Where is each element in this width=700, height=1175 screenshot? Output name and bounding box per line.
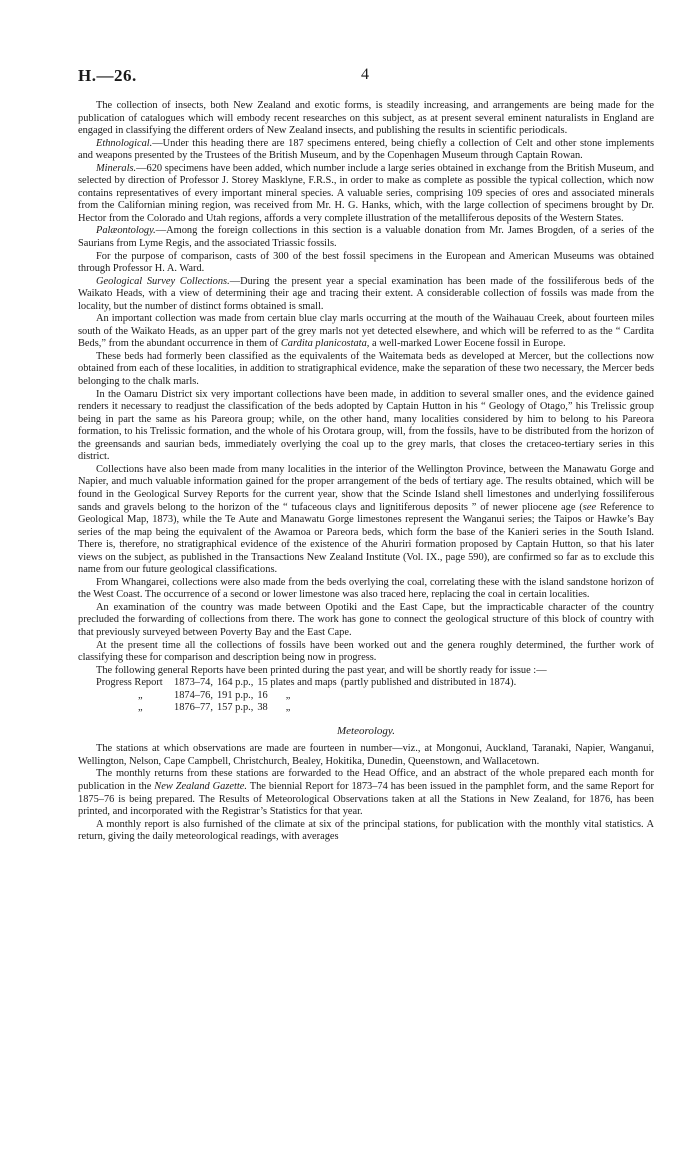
- document-body: [78, 100, 654, 844]
- section-lead-ethnological: Ethnological.: [96, 137, 153, 149]
- paragraph-fossils-progress: At the present time all the collections of fossils have been worked out and the genera roughly determined, the further work of classifying these for comparison and description being now in progress.: [78, 639, 654, 664]
- paragraph-casts: For the purpose of comparison, casts of 300 of the best fossil specimens in the European and American Museums was obtained through Professor H. A. Ward.: [78, 250, 654, 275]
- paragraph-ethnological: Ethnological.—Under this heading there are 187 specimens entered, being chiefly a collection of Celt and other stone implements and weapons presented by the Trustees of the British Museum, and by the Copenhagen Museum through Captain Rowan.: [78, 137, 654, 162]
- report-row: „ 1876–77, 157 p.p., 38 „: [138, 702, 291, 714]
- paragraph-monthly-returns: The monthly returns from these stations are forwarded to the Head Office, and an abstract of the whole prepared each month for publication in the New Zealand Gazette. The biennial Report for 1873–74 has been issued in the pamphlet form, and the same Report for 1875–76 is being prepared. The Results of Meteorological Observations taken at all the Stations in New Zealand, for 1876, has been printed, and incorporated with the Registrar’s Statistics for that year.: [78, 768, 654, 818]
- paragraph-geological-survey: Geological Survey Collections.—During the present year a special examination has been made of the fossiliferous beds of the Waikato Heads, with a view of determining their age and tracing their extent. A considerable collection of fossils was made from the locality, but the number of distinct forms obtained is small.: [78, 275, 654, 312]
- paragraph-stations: The stations at which observations are made are fourteen in number—viz., at Mongonui, Auckland, Taranaki, Napier, Wanganui, Wellington, Nelson, Cape Campbell, Christchurch, Bealey, Hokitika, Dunedin, Queenstown, and Wallacetown.: [78, 743, 654, 767]
- paragraph-whangarei: From Whangarei, collections were also made from the beds overlying the coal, correlating these with the island sandstone horizon of the West Coast. The occurrence of a second or lower limestone was also traced here, replacing the coal in certain localities.: [78, 576, 654, 601]
- page-header: [78, 66, 652, 90]
- page-number: 4: [361, 66, 369, 83]
- paragraph-palaeontology: Palæontology.—Among the foreign collections in this section is a valuable donation from Mr. James Brogden, of a series of the Saurians from Lyme Regis, and the associated Triassic fossils.: [78, 225, 654, 250]
- report-row: Progress Report 1873–74, 164 p.p., 15 plates and maps (partly published and distributed in 1874).: [96, 677, 517, 689]
- paragraph-reports-intro: The following general Reports have been printed during the past year, and will be shortly ready for issue :—: [96, 664, 547, 676]
- report-row: „ 1874–76, 191 p.p., 16 „: [138, 689, 291, 701]
- section-heading-meteorology: Meteorology.: [337, 724, 395, 737]
- paragraph-minerals: Minerals.—620 specimens have been added, which number include a large series obtained in exchange from the British Museum, and selected by direction of Professor J. Storey Masklyne, F.R.S., in order to make as complete as possible the typical collection, which now contains representatives of every important mineral species. A valuable series, comprising 109 species of ores and associated minerals from the Californian mining region, was received from Mr. H. G. Hanks, which, with the large collection of specimens brought by Dr. Hector from the Colorado and Utah regions, affords a very complete illustration of the metalliferous deposits of the Western States.: [78, 162, 654, 224]
- paragraph-oamaru: In the Oamaru District six very important collections have been made, in addition to several smaller ones, and the evidence gained renders it necessary to readjust the classification of the beds adopted by Captain Hutton in his “ Geology of Otago,” his Trelissic group being in part the same as his Pareora group; while, on the other hand, many localities considered by him to belong to his Pareora formation, to his Trelissic formation, and the whole of his Orotara group, will, from the fossils, have to be distributed from the horizon of the greensands and saurian beds, immediately overlying the coal up to the grey marls, that closes the cretaceo-tertiary series in this district.: [78, 388, 654, 463]
- paragraph-opotiki: An examination of the country was made between Opotiki and the East Cape, but the impracticable character of the country precluded the forwarding of collections from there. The work has gone to connect the geological structure of this block of country with that previously surveyed between Poverty Bay and the East Cape.: [78, 601, 654, 638]
- paragraph-insects: The collection of insects, both New Zealand and exotic forms, is steadily increasing, and arrangements are being made for the publication of catalogues which will embody recent researches on this subject, as at present several eminent naturalists in England are engaged in classifying the different orders of New Zealand insects, and publishing the results in scientific periodicals.: [78, 100, 654, 137]
- see-reference: see: [582, 501, 597, 513]
- paragraph-wellington: Collections have also been made from many localities in the interior of the Wellington Province, between the Manawatu Gorge and Napier, and much valuable information gained for the proper arrangement of the beds of tertiary age. The results obtained, which will be found in the Geological Survey Reports for the current year, show that the Scinde Island shell limestones and underlying fossiliferous sands and gravels belong to the horizon of the “ tufaceous clays and lignitiferous deposits ” of newer pliocene age (see Reference to Geological Map, 1873), while the Te Aute and Manawatu Gorge limestones represent the Wanganui series; the Taipos or Hawke’s Bay series of the map being the equivalent of the Awamoa or Pareora beds, which form the base of the Kanieri series in the South Island. There is, therefore, no stratigraphical evidence of the existence of the Ahuriri formation proposed by Captain Hutton, so that his later views on the subject, as published in the Transactions New Zealand Institute (Vol. IX., page 590), are confirmed so far as to exclude this name from our future geological classifications.: [78, 463, 654, 576]
- section-lead-geological-survey: Geological Survey Collections.: [96, 275, 230, 287]
- section-lead-minerals: Minerals.: [96, 162, 137, 174]
- species-name: Cardita planicostata,: [280, 338, 370, 350]
- document-reference: H.—26.: [78, 66, 137, 85]
- paragraph-monthly-report: A monthly report is also furnished of the climate at six of the principal stations, for publication with the monthly vital statistics. A return, giving the daily meteorological readings, with averages: [78, 818, 654, 843]
- reports-list: [78, 677, 654, 715]
- section-lead-palaeontology: Palæontology.: [96, 225, 156, 237]
- paragraph-mercer: These beds had formerly been classified as the equivalents of the Waitemata beds as developed at Mercer, but the collections now obtained from each of these localities, in addition to stratigraphical evidence, make the separation of these two necessary, the Mercer beds belonging to the chalk marls.: [78, 350, 654, 388]
- gazette-title: New Zealand Gazette.: [154, 780, 248, 792]
- paragraph-cardita-beds: An important collection was made from certain blue clay marls occurring at the mouth of the Waihauau Creek, about fourteen miles south of the Waikato Heads, as an upper part of the grey marls not yet detected elsewhere, and which will be referred to as the “ Cardita Beds,” from the abundant occurrence in them of Cardita planicostata, a well-marked Lower Eocene fossil in Europe.: [78, 313, 654, 350]
